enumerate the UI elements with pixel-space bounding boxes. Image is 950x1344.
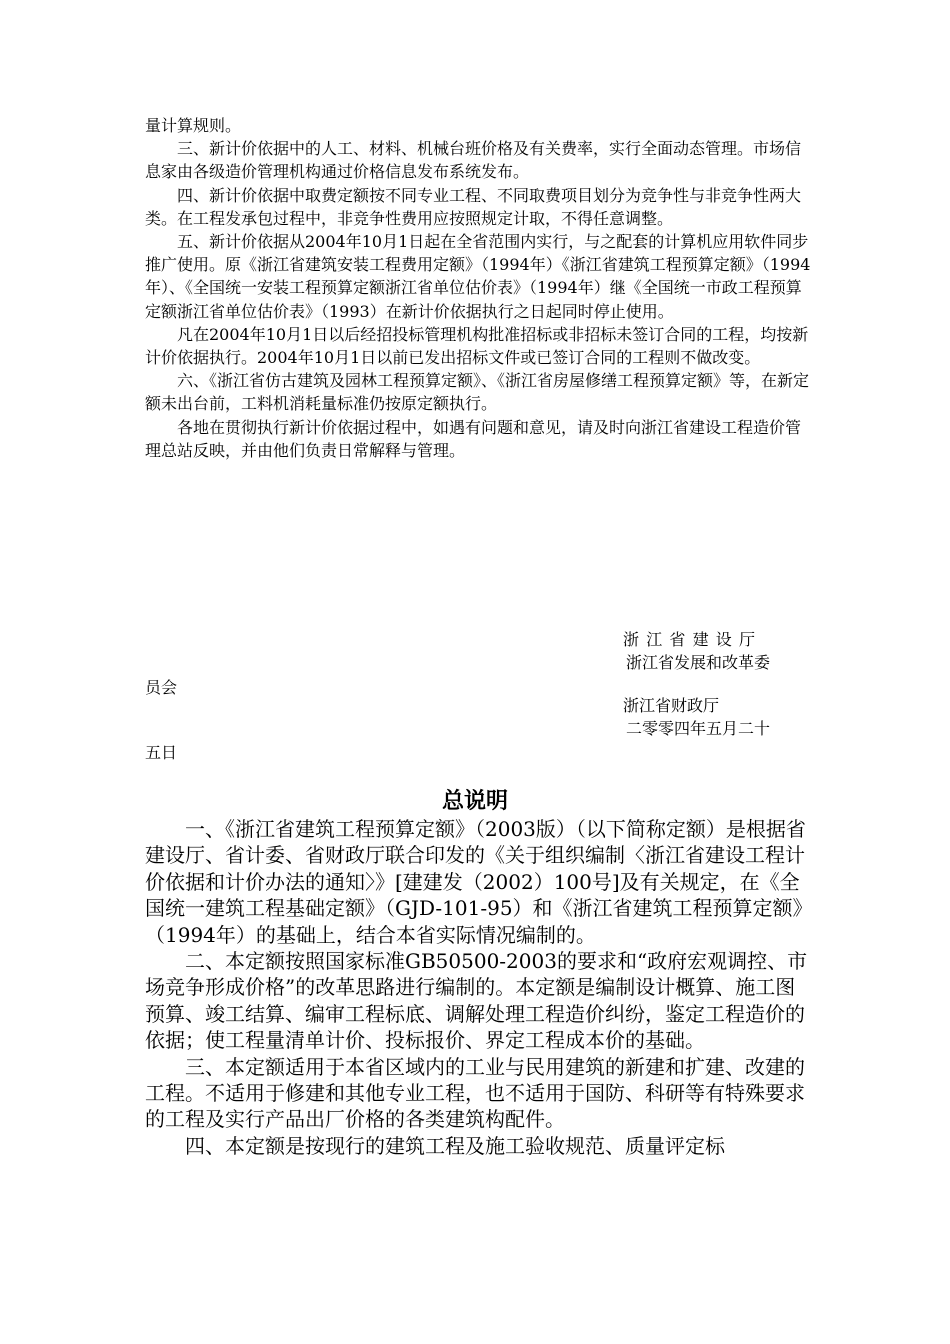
- signature-date-cont: 五日: [145, 743, 178, 762]
- paragraph-note: 凡在2004年10月1日以后经招投标管理机构批准招标或非招标未签订合同的工程，均按新计价依据执行。2004年10月1日以前已发出招标文件或已签订合同的工程则不做改变。: [145, 324, 809, 368]
- signature-finance-dept: 浙江省财政厅: [623, 696, 720, 715]
- signature-development-commission: 浙江省发展和改革委: [626, 653, 771, 672]
- signature-date: 二零零四年五月二十: [626, 719, 771, 738]
- notice-body: [145, 114, 815, 462]
- note-item-4: 四、本定额是按现行的建筑工程及施工验收规范、质量评定标: [185, 1133, 725, 1158]
- paragraph-continuation: 量计算规则。: [145, 116, 242, 135]
- paragraph-item-5: 五、新计价依据从2004年10月1日起在全省范围内实行，与之配套的计算机应用软件同步推广使用。原《浙江省建筑安装工程费用定额》（1994年）《浙江省建筑工程预算定额》（1994年）、《全国统一安装工程预算定额浙江省单位估价表》（1994年）继《全国统一市政工程预算定额浙江省单位估价表》（1993）在新计价依据执行之日起同时停止使用。: [145, 232, 811, 321]
- signature-development-commission-cont: 员会: [145, 678, 178, 697]
- note-item-2: 二、本定额按照国家标准GB50500-2003的要求和“政府宏观调控、市场竞争形成价格”的改革思路进行编制的。本定额是编制设计概算、施工图预算、竣工结算、编审工程标底、调解处理工程造价纠纷，鉴定工程造价的依据；使工程量清单计价、投标报价、界定工程成本价的基础。: [145, 949, 808, 1053]
- note-item-1: 一、《浙江省建筑工程预算定额》（2003版）（以下简称定额）是根据省建设厅、省计委、省财政厅联合印发的《关于组织编制〈浙江省建设工程计价依据和计价办法的通知〉》[建建发（2002）100号]及有关规定，在《全国统一建筑工程基础定额》（GJD-101-95）和《浙江省建筑工程预算定额》（1994年）的基础上，结合本省实际情况编制的。: [145, 817, 813, 947]
- paragraph-closing: 各地在贯彻执行新计价依据过程中，如遇有问题和意见，请及时向浙江省建设工程造价管理总站反映，并由他们负责日常解释与管理。: [145, 417, 802, 460]
- general-notes-body: [145, 816, 815, 1159]
- paragraph-item-3: 三、新计价依据中的人工、材料、机械台班价格及有关费率，实行全面动态管理。市场信息家由各级造价管理机构通过价格信息发布系统发布。: [145, 139, 802, 182]
- signature-construction-dept: 浙江省建设厅: [623, 630, 763, 649]
- paragraph-item-4: 四、新计价依据中取费定额按不同专业工程、不同取费项目划分为竞争性与非竞争性两大类。在工程发承包过程中，非竞争性费用应按照规定计取，不得任意调整。: [145, 185, 802, 228]
- section-title: 总说明: [441, 788, 508, 814]
- paragraph-item-6: 六、《浙江省仿古建筑及园林工程预算定额》、《浙江省房屋修缮工程预算定额》等，在新定额未出台前，工料机消耗量标准仍按原定额执行。: [145, 371, 810, 414]
- note-item-3: 三、本定额适用于本省区域内的工业与民用建筑的新建和扩建、改建的工程。不适用于修建和其他专业工程，也不适用于国防、科研等有特殊要求的工程及实行产品出厂价格的各类建筑构配件。: [145, 1054, 805, 1132]
